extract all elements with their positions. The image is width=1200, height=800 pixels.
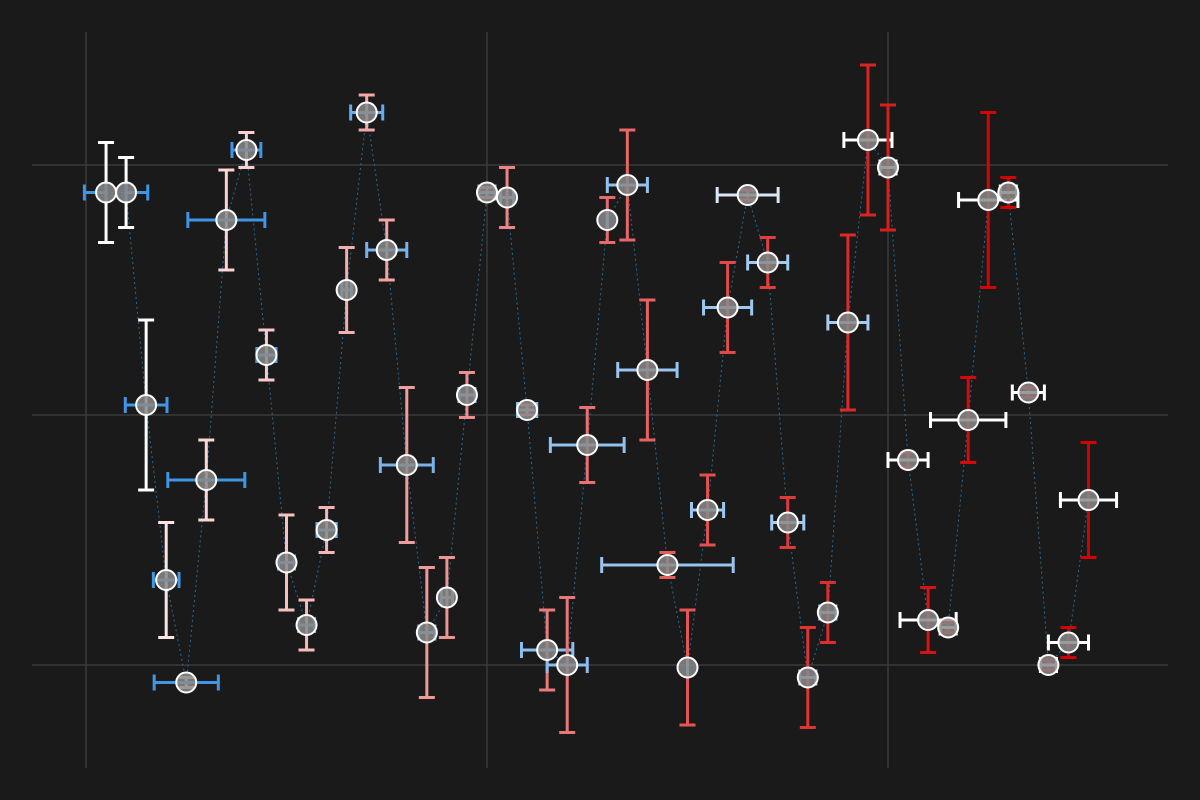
data-point-20 — [497, 188, 517, 208]
data-point-30 — [698, 500, 718, 520]
data-point-49 — [1079, 490, 1099, 510]
data-point-23 — [557, 655, 577, 675]
data-point-24 — [577, 435, 597, 455]
data-point-22 — [537, 640, 557, 660]
data-point-41 — [918, 610, 938, 630]
data-point-16 — [417, 623, 437, 643]
data-point-45 — [998, 183, 1018, 203]
data-point-5 — [196, 470, 216, 490]
data-point-29 — [678, 658, 698, 678]
data-point-32 — [738, 185, 758, 205]
data-point-38 — [858, 130, 878, 150]
data-point-43 — [958, 410, 978, 430]
data-point-0 — [96, 183, 116, 203]
data-point-39 — [878, 158, 898, 178]
data-point-48 — [1058, 633, 1078, 653]
data-point-36 — [818, 603, 838, 623]
data-point-26 — [617, 175, 637, 195]
data-point-1 — [116, 183, 136, 203]
data-point-8 — [256, 345, 276, 365]
data-point-33 — [758, 253, 778, 273]
data-point-10 — [297, 615, 317, 635]
data-point-25 — [597, 210, 617, 230]
data-point-46 — [1018, 383, 1038, 403]
data-point-13 — [357, 103, 377, 123]
data-point-35 — [798, 668, 818, 688]
data-point-14 — [377, 240, 397, 260]
data-point-12 — [337, 280, 357, 300]
data-point-37 — [838, 313, 858, 333]
data-point-7 — [236, 140, 256, 160]
data-point-17 — [437, 588, 457, 608]
data-point-4 — [176, 673, 196, 693]
data-point-6 — [216, 210, 236, 230]
data-point-18 — [457, 385, 477, 405]
data-point-47 — [1038, 655, 1058, 675]
data-point-34 — [778, 513, 798, 533]
data-point-3 — [156, 570, 176, 590]
data-point-42 — [938, 618, 958, 638]
data-point-31 — [718, 298, 738, 318]
data-point-19 — [477, 183, 497, 203]
data-point-28 — [657, 555, 677, 575]
data-point-27 — [637, 360, 657, 380]
data-point-2 — [136, 395, 156, 415]
data-point-44 — [978, 190, 998, 210]
data-point-9 — [277, 553, 297, 573]
data-point-21 — [517, 400, 537, 420]
data-point-15 — [397, 455, 417, 475]
data-point-11 — [317, 520, 337, 540]
data-point-40 — [898, 450, 918, 470]
